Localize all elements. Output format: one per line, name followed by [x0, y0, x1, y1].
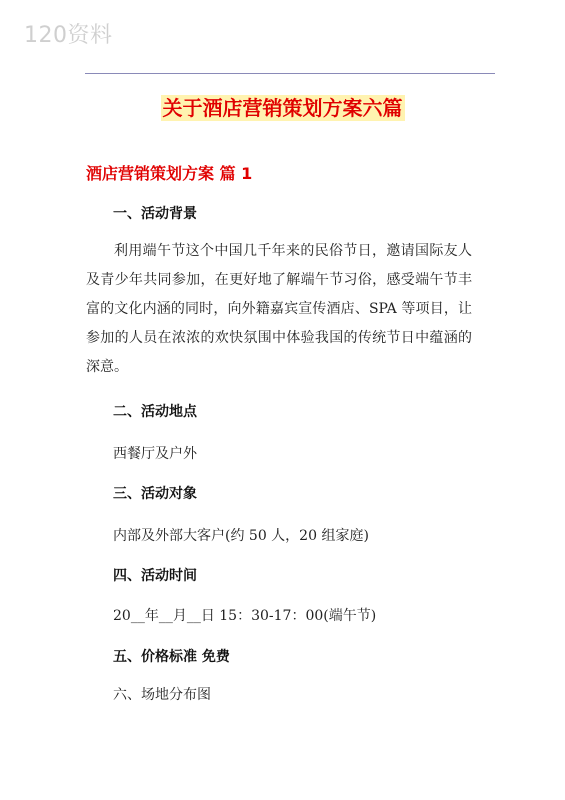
header-rule: [85, 73, 495, 74]
watermark-logo: 120资料: [24, 23, 113, 48]
heading-time: 四、活动时间: [113, 568, 197, 584]
heading-location: 二、活动地点: [113, 404, 197, 420]
heading-audience: 三、活动对象: [113, 486, 197, 502]
floor-plan-text: 六、场地分布图: [113, 687, 211, 703]
location-text: 西餐厅及户外: [113, 446, 197, 462]
page-title: [0, 92, 565, 121]
heading-background: 一、活动背景: [113, 206, 197, 222]
heading-price: 五、价格标准 免费: [113, 649, 230, 665]
section-title: 酒店营销策划方案 篇 1: [86, 164, 253, 183]
time-text: 20__年__月__日 15：30-17：00(端午节): [113, 608, 377, 624]
page-title-text: 关于酒店营销策划方案六篇: [162, 96, 403, 120]
background-paragraph: 利用端午节这个中国几千年来的民俗节日，邀请国际友人及青少年共同参加，在更好地了解端午节习俗，感受端午节丰富的文化内涵的同时，向外籍嘉宾宣传酒店、SPA 等项目，让参加的人员在浓浓的欢快氛围中体验我国的传统节日中蕴涵的深意。: [86, 243, 472, 375]
audience-text: 内部及外部大客户(约 50 人，20 组家庭): [113, 528, 369, 544]
